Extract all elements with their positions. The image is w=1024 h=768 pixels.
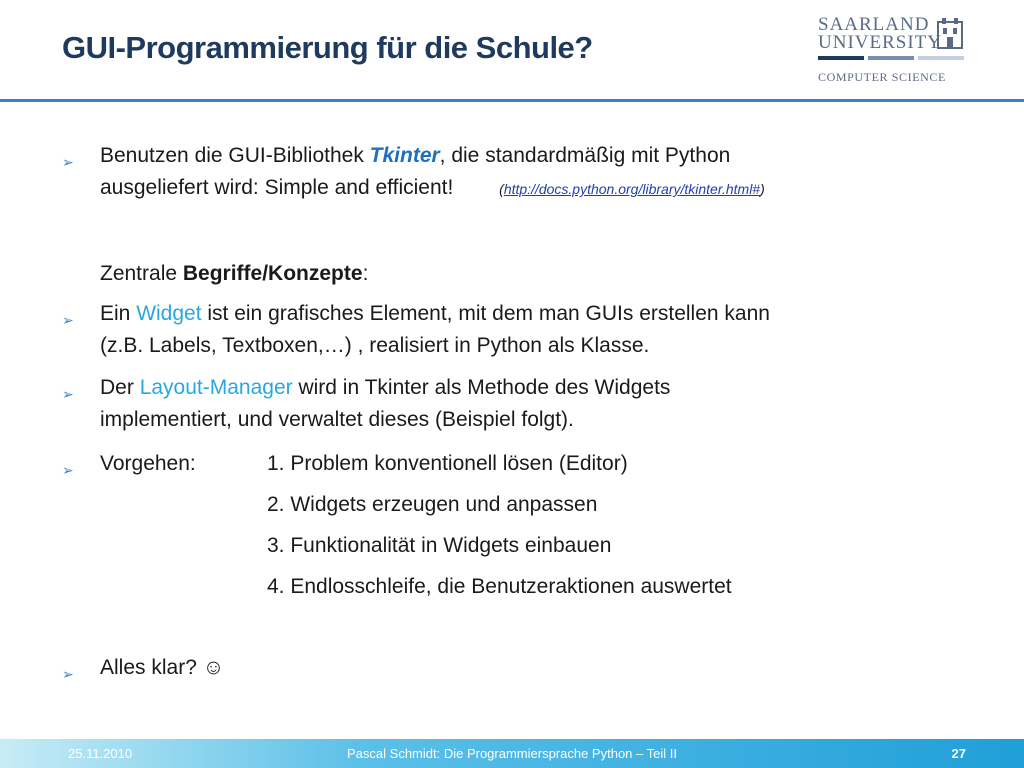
layout-text-b: implementiert, und verwaltet dieses (Beispiel folgt).	[100, 408, 574, 431]
tkinter-text-b: , die standardmäßig mit Python	[439, 144, 731, 167]
logo-line-saarland: SAARLAND	[818, 14, 930, 35]
layout-intro	[100, 372, 670, 404]
bullet-arrow-icon: ➢	[62, 462, 74, 478]
bullet-text	[100, 140, 966, 205]
tkinter-text-c: ausgeliefert wird: Simple and efficient!	[100, 176, 454, 199]
logo-line-computer-science: COMPUTER SCIENCE	[818, 70, 946, 84]
footer-date: 25.11.2010	[68, 746, 133, 761]
vorgehen-step: 3. Funktionalität in Widgets einbauen	[267, 534, 612, 557]
link-paren-close: )	[760, 181, 765, 197]
bullet-line-1	[100, 140, 966, 172]
tkinter-intro	[100, 140, 730, 172]
docs-link[interactable]: http://docs.python.org/library/tkinter.html#	[503, 181, 761, 197]
heading-bold: Begriffe/Konzepte	[182, 262, 363, 285]
layout-term: Layout-Manager	[139, 376, 293, 399]
bullet-line-1	[100, 298, 966, 330]
university-logo	[818, 14, 968, 88]
bullet-text	[100, 298, 966, 362]
logo-bar-1	[818, 56, 864, 60]
heading-suffix: :	[362, 262, 369, 285]
vorgehen-step: 2. Widgets erzeugen und anpassen	[267, 493, 598, 516]
slide-title: GUI-Programmierung für die Schule?	[62, 30, 593, 65]
heading-prefix: Zentrale	[100, 262, 183, 285]
widget-text-b: (z.B. Labels, Textboxen,…) , realisiert in Python als Klasse.	[100, 334, 650, 357]
docs-link-wrapper	[499, 181, 765, 197]
vorgehen-step: 4. Endlosschleife, die Benutzeraktionen auswertet	[267, 575, 732, 598]
alles-klar-text: Alles klar? ☺	[100, 656, 225, 679]
logo-bars	[818, 56, 964, 60]
bullet-text	[100, 372, 966, 436]
layout-text-a: wird in Tkinter als Methode des Widgets	[292, 376, 671, 399]
bullet-arrow-icon: ➢	[62, 386, 74, 402]
link-paren-open: (	[499, 181, 504, 197]
bullet-arrow-icon: ➢	[62, 312, 74, 328]
tkinter-term: Tkinter	[369, 144, 440, 167]
logo-line-university: UNIVERSITY	[818, 32, 942, 53]
logo-bar-2	[868, 56, 914, 60]
footer-page-number: 27	[951, 746, 966, 761]
widget-text-a: ist ein grafisches Element, mit dem man GUIs erstellen kann	[201, 302, 770, 325]
header-rule	[0, 99, 1024, 102]
bullet-arrow-icon: ➢	[62, 666, 74, 682]
crest-icon	[936, 16, 964, 50]
footer-bar	[0, 739, 1024, 768]
logo-bar-3	[918, 56, 964, 60]
layout-prefix: Der	[100, 376, 140, 399]
bullet-line-1	[100, 372, 966, 404]
tkinter-text-a: Benutzen die GUI-Bibliothek	[100, 144, 370, 167]
widget-term: Widget	[136, 302, 202, 325]
footer-title: Pascal Schmidt: Die Programmiersprache Python – Teil II	[347, 746, 677, 761]
section-heading-text	[100, 258, 966, 290]
vorgehen-label: Vorgehen:	[100, 452, 196, 475]
bullet-line-2	[100, 172, 966, 205]
vorgehen-steps	[267, 448, 917, 612]
widget-prefix: Ein	[100, 302, 137, 325]
widget-intro	[100, 298, 770, 330]
vorgehen-step: 1. Problem konventionell lösen (Editor)	[267, 452, 628, 475]
bullet-arrow-icon: ➢	[62, 154, 74, 170]
